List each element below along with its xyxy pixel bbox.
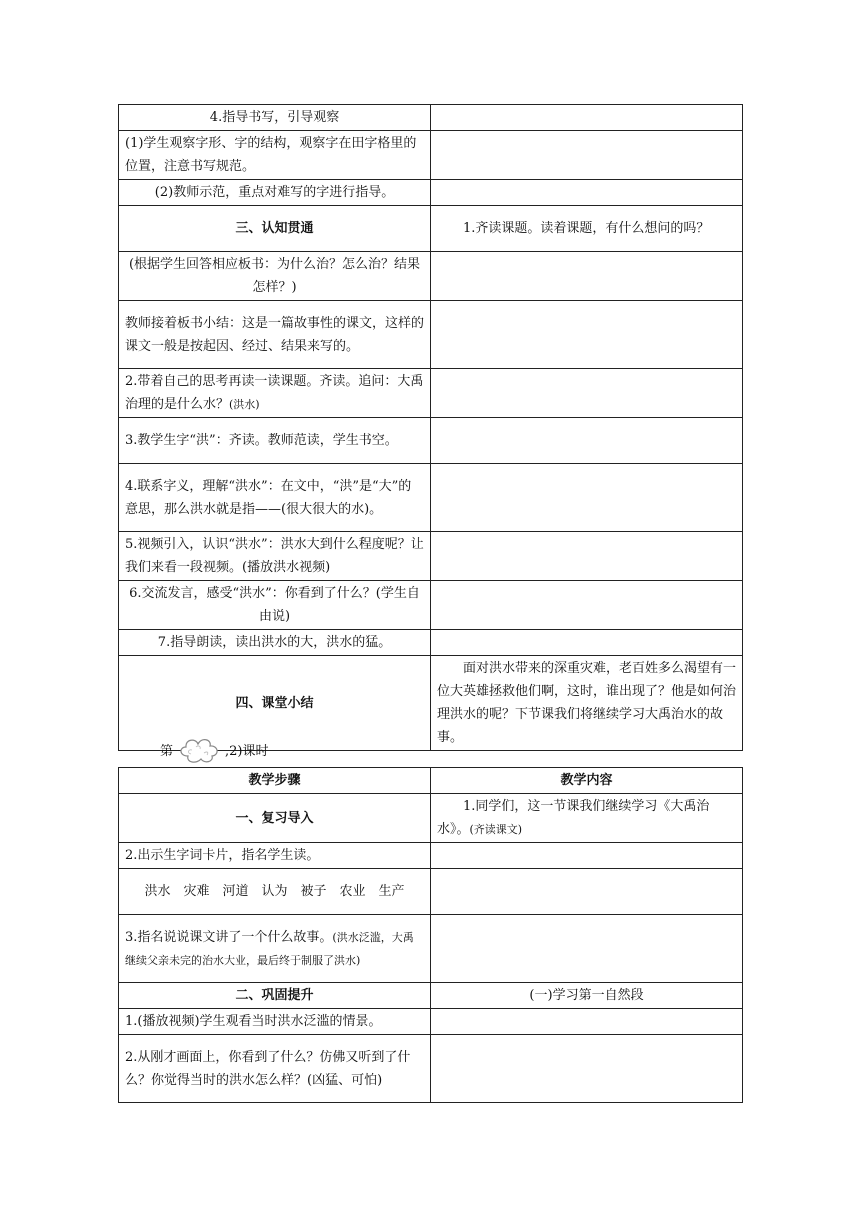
lesson-table-2	[118, 767, 743, 1103]
table-row	[119, 843, 743, 869]
table-cell	[431, 869, 743, 915]
table-cell	[431, 464, 743, 532]
table-cell: (根据学生回答相应板书：为什么治？怎么治？结果怎样？)	[119, 252, 431, 301]
lesson-table-1	[118, 104, 743, 751]
table-cell	[431, 915, 743, 983]
table-cell: 1.(播放视频)学生观看当时洪水泛滥的情景。	[119, 1009, 431, 1035]
lesson-heading	[160, 734, 269, 764]
table-cell: 6.交流发言，感受“洪水”：你看到了什么？(学生自由说)	[119, 581, 431, 630]
table-cell	[431, 369, 743, 418]
table-cell: 洪水 灾难 河道 认为 被子 农业 生产	[119, 869, 431, 915]
table-row	[119, 983, 743, 1009]
lesson-heading-prefix: 第	[160, 743, 174, 759]
table-row	[119, 464, 743, 532]
table-row	[119, 630, 743, 656]
table-row	[119, 581, 743, 630]
table-header-row	[119, 768, 743, 794]
table-cell: 2.出示生字词卡片，指名学生读。	[119, 843, 431, 869]
table-cell	[119, 915, 431, 983]
cell-text: 1.同学们，这一节课我们继续学习《大禹治水》。	[437, 799, 710, 837]
table-row	[119, 1035, 743, 1103]
table-cell: 7.指导朗读，读出洪水的大，洪水的猛。	[119, 630, 431, 656]
table-cell	[431, 581, 743, 630]
cell-text: 2.带着自己的思考再读一读课题。齐读。追问：大禹治理的是什么水？	[125, 374, 424, 412]
section-heading: 二、巩固提升	[119, 983, 431, 1009]
table-row	[119, 532, 743, 581]
table-row	[119, 105, 743, 131]
table-cell	[431, 843, 743, 869]
cell-note: (洪水)	[229, 398, 260, 411]
table-cell	[431, 131, 743, 180]
table-cell	[431, 301, 743, 369]
table-cell: 5.视频引入，认识“洪水”：洪水大到什么程度呢？让我们来看一段视频。(播放洪水视频)	[119, 532, 431, 581]
table-cell: 1.齐读课题。读着课题，有什么想问的吗？	[431, 206, 743, 252]
section-heading: 三、认知贯通	[119, 206, 431, 252]
table-cell: 2.从刚才画面上，你看到了什么？仿佛又听到了什么？你觉得当时的洪水怎么样？(凶猛、可怕)	[119, 1035, 431, 1103]
table-row	[119, 794, 743, 843]
flower-icon	[174, 734, 224, 764]
table-cell: 教师接着板书小结：这是一篇故事性的课文，这样的课文一般是按起因、经过、结果来写的。	[119, 301, 431, 369]
table-row	[119, 131, 743, 180]
table-cell	[431, 794, 743, 843]
table-row	[119, 869, 743, 915]
section-heading: 四、课堂小结	[119, 656, 431, 751]
table-cell: (2)教师示范，重点对难写的字进行指导。	[119, 180, 431, 206]
cell-note: (齐读课文)	[469, 823, 523, 836]
cell-text: 3.指名说说课文讲了一个什么故事。	[125, 929, 333, 945]
table-cell	[431, 105, 743, 131]
table-cell: 面对洪水带来的深重灾难，老百姓多么渴望有一位大英雄拯救他们啊，这时，谁出现了？他是如何治理洪水的呢？下节课我们将继续学习大禹治水的故事。	[431, 656, 743, 751]
table-cell: 4.指导书写，引导观察	[119, 105, 431, 131]
table-row	[119, 418, 743, 464]
table-row	[119, 1009, 743, 1035]
table-cell: 4.联系字义，理解“洪水”：在文中，“洪”是“大”的意思，那么洪水就是指——(很大很大的水)。	[119, 464, 431, 532]
table-row	[119, 915, 743, 983]
table-cell: (1)学生观察字形、字的结构，观察字在田字格里的位置，注意书写规范。	[119, 131, 431, 180]
table-cell	[431, 1009, 743, 1035]
table-row	[119, 369, 743, 418]
section-heading: 一、复习导入	[119, 794, 431, 843]
table-cell: 3.教学生字“洪”：齐读。教师范读，学生书空。	[119, 418, 431, 464]
column-header: 教学内容	[431, 768, 743, 794]
table-cell	[431, 532, 743, 581]
table-cell	[431, 418, 743, 464]
lesson-heading-suffix: ,2)课时	[225, 743, 269, 759]
column-header: 教学步骤	[119, 768, 431, 794]
cell-note: (洪水泛滥，大禹继续父亲未完的治水大业，最后终于制服了洪水)	[125, 930, 414, 967]
table-row	[119, 252, 743, 301]
table-row	[119, 180, 743, 206]
table-cell	[431, 180, 743, 206]
table-cell	[119, 369, 431, 418]
table-cell: (一)学习第一自然段	[431, 983, 743, 1009]
table-cell	[431, 630, 743, 656]
table-cell	[431, 252, 743, 301]
table-cell	[431, 1035, 743, 1103]
table-row	[119, 206, 743, 252]
table-row	[119, 301, 743, 369]
